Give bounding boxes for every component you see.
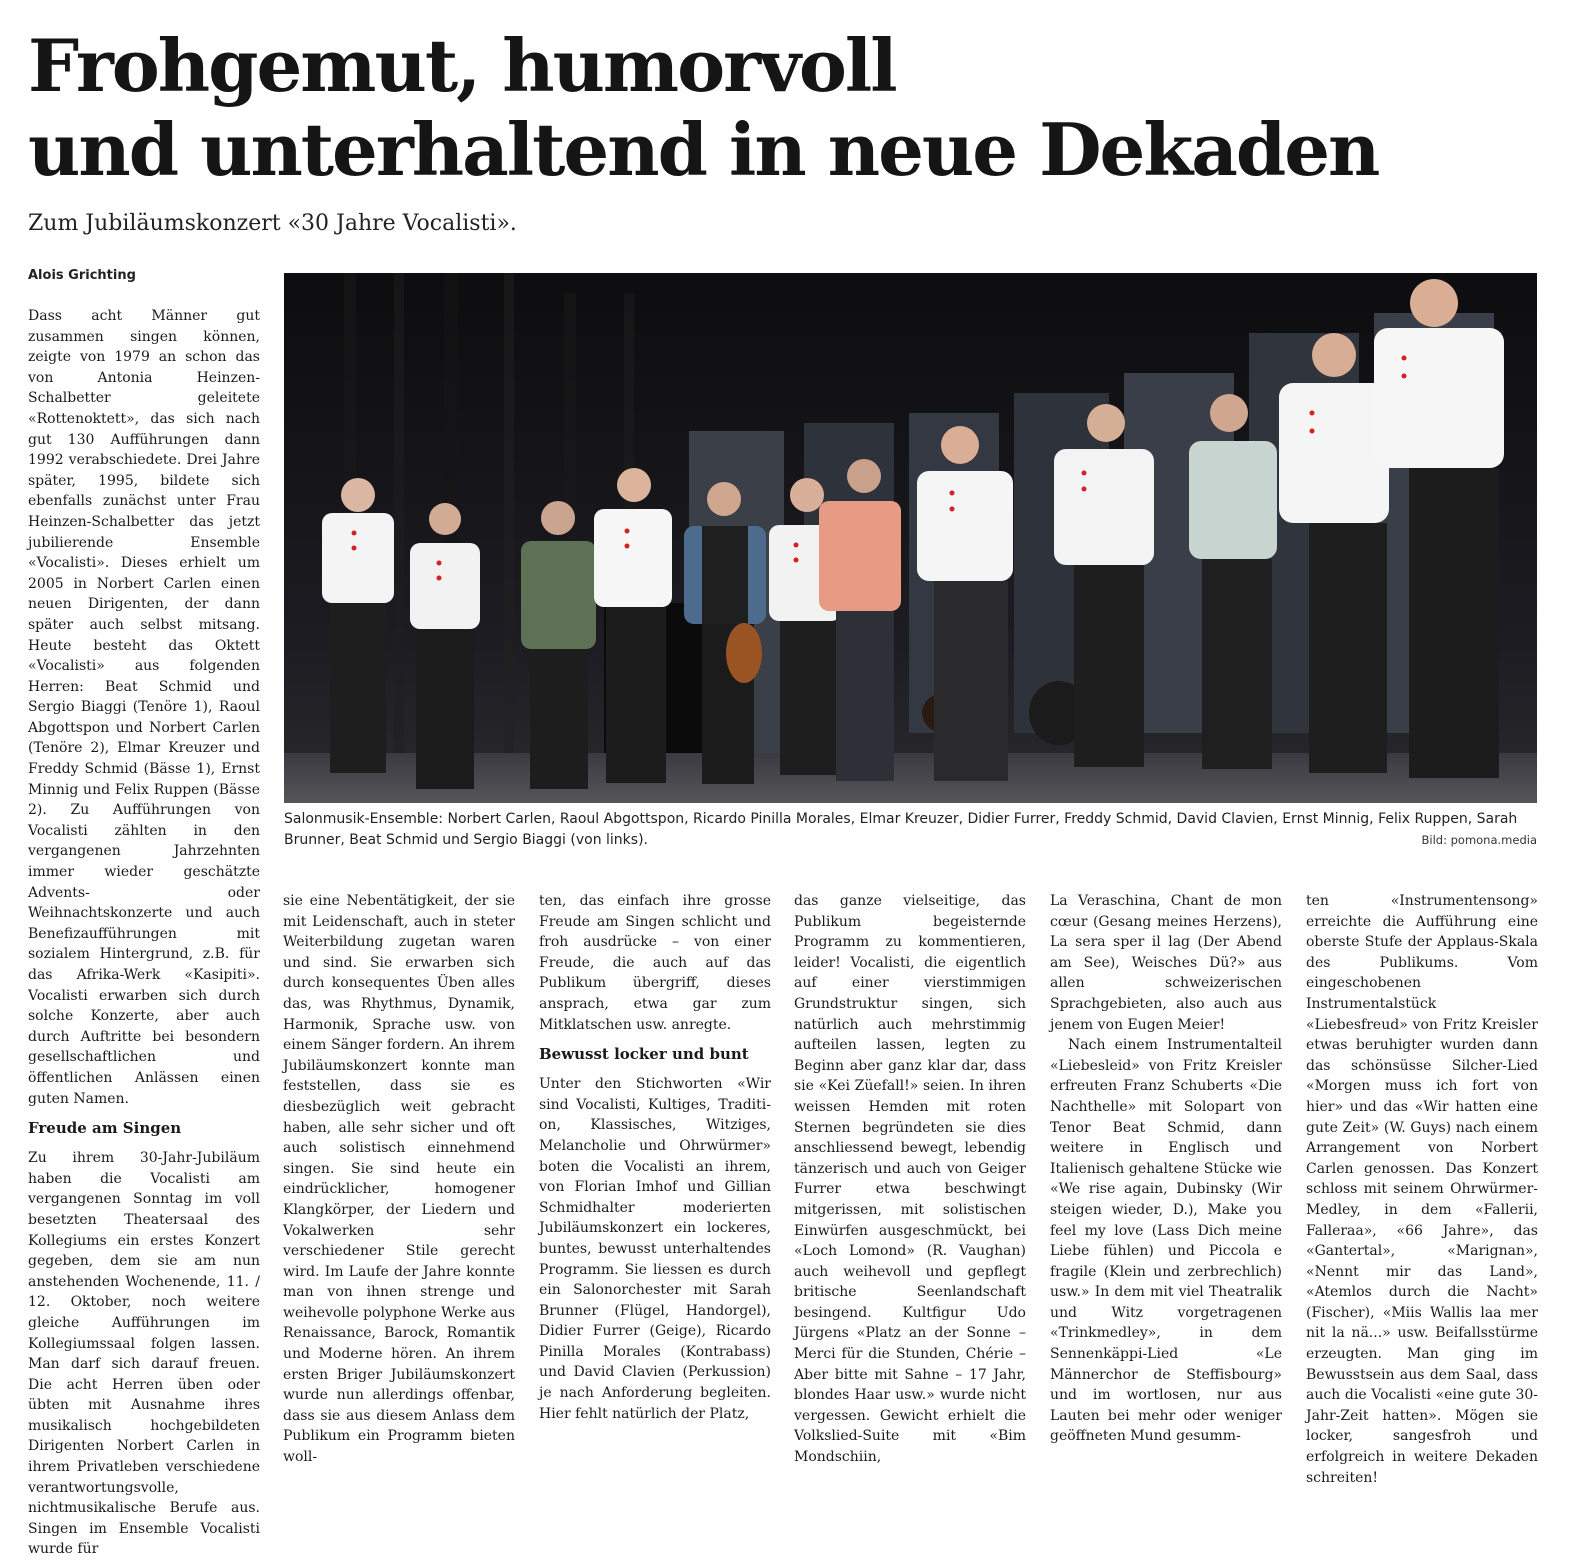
article-column-1 [28,306,260,1558]
paragraph: Zu ihrem 30-Jahr-Jubiläum haben die Vocalisti am vergangenen Sonntag im voll besetzten Theatersaal des Kollegiums ein erstes Konzert gegeben, dem sie am nun anstehenden Wochenende, 11. / 12. Oktober, noch weitere gleiche Aufführungen im Kollegiumssaal folgen lassen. Man darf sich darauf freuen. Die acht Herren üben oder übten mit Ausnahme ihres musikalisch hochgebildeten Dirigenten Norbert Carlen in ihrem Privatleben verschiedene verantwortungsvolle, nichtmusikalische Berufe aus. Singen im Ensemble Vocalisti wurde für [28,1150,260,1558]
article-column-5 [1050,891,1282,1445]
photo-caption: Salonmusik-Ensemble: Norbert Carlen, Raoul Abgottspon, Ricardo Pinilla Morales, Elmar Kreuzer, Didier Furrer, Freddy Schmid, David Clavien, Ernst Minnig, Felix Ruppen, Sarah Brunner, Beat Schmid und Sergio Biaggi (von links). [284,811,1518,848]
article-column-4 [794,891,1026,1466]
headline [28,24,1528,192]
paragraph: das ganze vielseitige, das Publikum begeisternde Programm zu kommentieren, leider! Vocalisti, die eigentlich auf einer vierstimmigen Grundstruktur singen, sich natürlich auch mehrstimmig aufteilen lassen, legten zu Beginn aber ganz klar dar, dass sie «Kei Züefall!» seien. In ihren weissen Hemden mit roten Sternen begründeten sie dies anschliessend bewegt, lebendig tänzerisch und auch von Geiger Furrer etwa beschwingt mitgerissen, mit solistischen Einwürfen ausgeschmückt, bei «Loch Lomond» (R. Vaughan) auch weihevoll und gepflegt britische Seenlandschaft besingend. Kultfigur Udo Jürgens «Platz an der Sonne – Merci für die Stunden, Chérie – Aber bitte mit Sahne – 17 Jahr, blondes Haar usw.» wurde nicht vergessen. Gewicht erhielt die Volkslied-Suite mit «Bim Mondschiin, [794,893,1026,1466]
subheading: Freude am Singen [28,1119,182,1138]
paragraph: La Veraschina, Chant de mon cœur (Gesang meines Herzens), La sera sper il lag (Der Abend am See), Weisches Dü?» aus allen schweizerischen Sprachgebieten, also auch aus jenem von Eugen Meier! [1050,893,1282,1033]
article-column-3 [539,891,771,1422]
paragraph: Dass acht Männer gut zusammen singen können, zeigte von 1979 an schon das von Antonia Heinzen-Schalbetter geleitete «Rottenoktett», das sich nach gut 130 Aufführungen dann 1992 verabschiedete. Drei Jahre später, 1995, bildete sich ebenfalls zunächst unter Frau Heinzen-Schalbetter das jetzt jubilierende Ensemble «Vocalisti». Dieses erhielt um 2005 in Norbert Carlen einen neuen Dirigenten, der dann später auch selbst mitsang. Heute besteht das Oktett «Vocalisti» aus folgenden Herren: Beat Schmid und Sergio Biaggi (Tenöre 1), Raoul Abgottspon und Norbert Carlen (Tenöre 2), Elmar Kreuzer und Freddy Schmid (Bässe 1), Ernst Minnig und Felix Ruppen (Bässe 2). Zu Aufführungen von Vocalisti zählten in den vergangenen Jahrzehnten immer wieder geschätzte Advents- oder Weihnachtskonzerte und auch Benefizaufführungen mit sozialem Hintergrund, z.B. für das Afrika-Werk «Kasipiti». Vocalisti erwarben sich durch solche Konzerte, aber auch durch Auftritte bei besondern gesellschaftlichen und öffentlichen Anlässen einen guten Namen. [28,308,260,1107]
headline-line-1: Frohgemut, humorvoll [28,23,896,108]
paragraph: ten «Instrumentensong» erreichte die Aufführung eine oberste Stufe der Applaus-Skala des Publikums. Vom eingeschobenen Instrumentalstück «Liebesfreud» von Fritz Kreisler etwas beruhigter wurden dann das schönsüsse Silcher-Lied «Morgen muss ich fort von hier» und das «Wir hatten eine gute Zeit» (W. Guys) nach einem Arrangement von Norbert Carlen genossen. Das Konzert schloss mit seinem Ohrwürmer-Medley, in dem «Fallerii, Falleraa», «66 Jahre», das «Gantertal», «Marignan», «Nennt mir das Land», «Atemlos durch die Nacht» (Fischer), «Miis Wallis laa mer nit la nä...» usw. Beifallsstürme erzeugten. Man ging im Bewusstsein aus dem Saal, dass auch die Vocalisti «eine gute 30-Jahr-Zeit hatten». Mögen sie locker, sangesfroh und erfolgreich in weitere Dekaden schreiten! [1306,893,1538,1486]
paragraph: Unter den Stichworten «Wir sind Vocalisti, Kultiges, Traditi-on, Klassisches, Witziges, Melancholie und Ohrwürmer» boten die Vocalisti an ihrem, von Florian Imhof und Gillian Schmidhalter moderierten Jubiläumskonzert ein lockeres, buntes, bewusst unterhaltendes Programm. Sie liessen es durch ein Salonorchester mit Sarah Brunner (Flügel, Handorgel), Didier Furrer (Geige), Ricardo Pinilla Morales (Kontrabass) und David Clavien (Perkussion) je nach Anforderung begleiten. Hier fehlt natürlich der Platz, [539,1076,771,1422]
photo-credit: Bild: pomona.media [1421,833,1537,847]
subtitle: Zum Jubiläumskonzert «30 Jahre Vocalisti». [28,211,517,236]
author-byline: Alois Grichting [28,268,136,283]
paragraph: Nach einem Instrumentalteil «Liebesleid» von Fritz Kreisler erfreuten Franz Schuberts «Die Nachthelle» mit Solopart von Tenor Beat Schmid, dann weitere in Englisch und Italienisch gehaltene Stücke wie «We rise again, Dubinsky (Wir steigen wieder, D.), Make you feel my love (Lass Dich meine Liebe fühlen) und Piccola e fragile (Klein und zerbrechlich) usw.» In dem mit viel Theatralik und Witz vorgetragenen «Trinkmedley», in dem Sennenkäppi-Lied «Le Männerchor de Steffisbourg» und im wortlosen, nur aus Lauten bei mehr oder weniger geöffneten Mund gesumm- [1050,1037,1282,1445]
paragraph: ten, das einfach ihre grosse Freude am Singen schlicht und froh ausdrücke – von einer Freude, die auch auf das Publikum übergriff, dieses ansprach, etwa gar zum Mitklatschen usw. anregte. [539,893,771,1033]
headline-line-2: und unterhaltend in neue Dekaden [28,107,1379,192]
article-column-2 [283,891,516,1466]
paragraph: sie eine Nebentätigkeit, der sie mit Leidenschaft, auch in steter Weiterbildung zugetan waren und sind. Sie erwarben sich durch konsequentes Üben alles das, was Rhythmus, Dynamik, Harmonik, Sprache usw. von einem Sänger fordern. An ihrem Jubiläumskonzert konnte man feststellen, dass sie es diesbezüglich weit gebracht haben, alle sehr sicher und oft auch solistisch einnehmend singen. Sie sind heute ein eindrücklicher, homogener Klangkörper, der Liedern und Vokalwerken sehr verschiedener Stile gerecht wird. Im Laufe der Jahre konnte man von ihnen strenge und weihevolle polyphone Werke aus Renaissance, Barock, Romantik und Moderne hören. An ihrem ersten Briger Jubiläumskonzert wurde nun allerdings offenbar, dass sie aus diesem Anlass dem Publikum ein Programm bieten woll- [283,893,516,1466]
article-column-6 [1306,891,1538,1486]
concert-photo [284,273,1537,803]
subheading: Bewusst locker und bunt [539,1045,749,1064]
